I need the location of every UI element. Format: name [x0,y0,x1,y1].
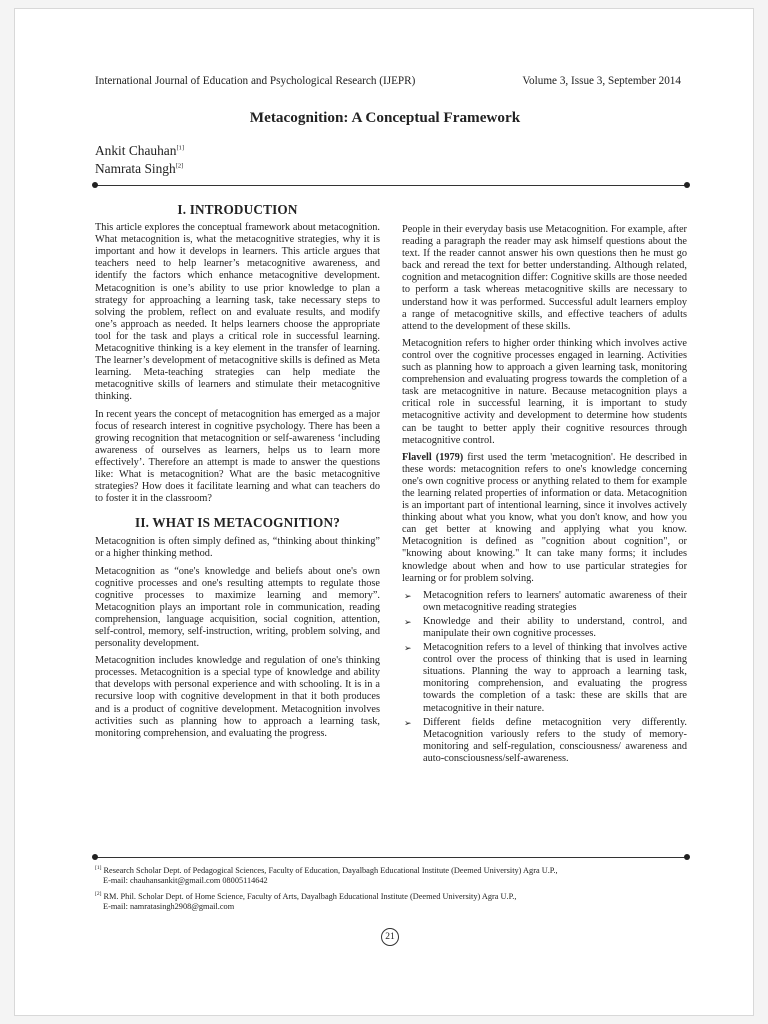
list-item [402,717,687,765]
divider-dot [92,182,98,188]
footnote-affiliation: Research Scholar Dept. of Pedagogical Sciences, Faculty of Education, Dayalbagh Educational Institute (Deemed University) Agra U.P., [103,866,558,875]
footnote-email: E-mail: namratasingh2908@gmail.com [103,902,235,912]
author-2 [95,160,184,178]
list-item-text: Knowledge and their ability to understand, control, and manipulate their own cognitive processes. [423,615,687,639]
divider-dot [92,854,98,860]
footnote-affiliation: RM. Phil. Scholar Dept. of Home Science, Faculty of Arts, Dayalbagh Educational Institute (Deemed University) Agra U.P., [103,892,517,901]
cited-author: Flavell (1979) [402,451,464,463]
paragraph: People in their everyday basis use Metacognition. For example, after reading a paragraph the reader may ask himself questions about the text. If the reader cannot answer his own questions then he must go back and reread the text for better understanding. Although related, cognition and metacognition differ: Cognitive skills are those needed to perform a task whereas metacognitive skills are necessary to understand how it was performed. Successful adult learners employ a range of metacognitive skills, and effective teachers of adults attend to the development of these skills. [402,224,687,332]
paper-page [14,8,754,1016]
paragraph-text: first used the term 'metacognition'. He described in these words: metacognition refers to one's knowledge concerning one's own cognitive process or anything related to them for example the learning related properties of information or data. Metacognition is an important part of intentional learning, since it involves actively thinking about what you know, what you don't know, and how you can get better at knowing and applying what you know. Metacognition is defined as "cognition about cognition", or "knowing about knowing." It can take many forms; it includes knowledge about when and how to use particular strategies for learning or for problem solving. [402,451,687,584]
author-name: Namrata Singh [95,161,176,176]
arrow-bullet-icon: ➢ [404,590,412,601]
author-list [95,142,184,178]
author-name: Ankit Chauhan [95,143,177,158]
footer-divider [95,857,687,858]
page-number: 21 [381,928,399,946]
paper-title: Metacognition: A Conceptual Framework [249,109,521,126]
section-heading-what-is-metacognition: II. WHAT IS METACOGNITION? [134,515,340,531]
divider-dot [684,182,690,188]
paragraph: Metacognition includes knowledge and regulation of one's thinking processes. Metacognition is a special type of knowledge and ability that develops with personal experience and with schooling. It is in a recursive loop with cognitive development in that it both produces and is a product of cognitive development. Metacognition involves activities such as planning how to approach a learning task, monitoring comprehension, and evaluating the progress. [95,655,380,739]
list-item-text: Metacognition refers to a level of thinking that involves active control over the process of thinking that is used in learning situations. Planning the way to approach a learning task, monitoring comprehension, and evaluating the progress towards the completion of a task: these are skills that are metacognitive in their nature. [423,642,687,714]
right-column [402,224,687,767]
journal-name: International Journal of Education and Psychological Research (IJEPR) [95,75,416,87]
arrow-bullet-icon: ➢ [404,616,412,627]
list-item [402,590,687,614]
arrow-bullet-icon: ➢ [404,643,412,654]
list-item-text: Different fields define metacognition very differently. Metacognition variously refers to the study of memory-monitoring and self-regulation, consciousness/ awareness and auto-consciousness/self-awareness. [423,716,687,764]
footnote-email: E-mail: chauhansankit@gmail.com 08005114642 [103,876,268,886]
paragraph-flavell [402,452,687,585]
paragraph: Metacognition as “one's knowledge and beliefs about one's own cognitive processes and one's resulting attempts to regulate those cognitive processes to maximize learning and memory”. Metacognition plays an important role in communication, reading comprehension, language acquisition, social cognition, attention, self-control, memory, self-instruction, writing, problem solving, and personality development. [95,565,380,650]
paragraph: Metacognition is often simply defined as, “thinking about thinking” or a higher thinking method. [95,536,380,560]
author-1 [95,142,184,160]
divider-dot [684,854,690,860]
list-item-text: Metacognition refers to learners' automatic awareness of their own metacognitive reading strategies [423,589,687,613]
footnote-1 [95,866,695,886]
paragraph: This article explores the conceptual framework about metacognition. What metacognition is, what the metacognitive strategies, why it is important and how it develops in learners. This article argues that teachers need to help learner’s metacognitive awareness, and identify the factors which enhance metacognitive development. Metacognition is one’s ability to use prior knowledge to plan a strategy for approaching a learning task, take necessary steps to solving the problem, reflect on and evaluate results, and modify one’s approach as needed. It helps learners choose the appropriate tool for the task and plays a critical role in successful learning. Metacognitive thinking is a key element in the transfer of learning. The learner’s development of metacognitive skills is defined as Meta learning. Meta-teaching strategies can help mediate the metacognitive skills of learners and stimulate their metacognitive thinking. [95,222,380,403]
volume-issue: Volume 3, Issue 3, September 2014 [522,75,681,87]
paragraph: Metacognition refers to higher order thinking which involves active control over the cognitive processes engaged in learning. Activities such as planning how to approach a given learning task, monitoring comprehension and evaluating progress towards the completion of a task are metacognitive in nature. Because metacognition plays a critical role in successful learning, it is important to study metacognitive activity and development to determine how students can be taught to better apply their cognitive resources through metacognitive control. [402,337,687,446]
header-divider [95,185,687,186]
left-column [95,204,380,745]
arrow-bullet-icon: ➢ [404,717,412,728]
paragraph: In recent years the concept of metacognition has emerged as a major focus of research interest in cognitive psychology. There has been a growing recognition that metacognition or self-awareness ‘including awareness of ourselves as learners, helps us to learn more effectively’. Therefore an attempt is made to answer the questions like: What is metacognition? What are the basic metacognitive strategies? How does it facilitate learning and what can teachers do to foster it in the classroom? [95,408,380,505]
list-item [402,642,687,715]
author-mark: [1] [176,144,185,152]
list-item [402,616,687,640]
author-mark: [2] [175,162,184,170]
footnote-mark: [1] [95,865,102,872]
footnote-2 [95,892,695,912]
footnote-mark: [2] [95,891,102,898]
section-heading-introduction: I. INTRODUCTION [177,202,298,217]
